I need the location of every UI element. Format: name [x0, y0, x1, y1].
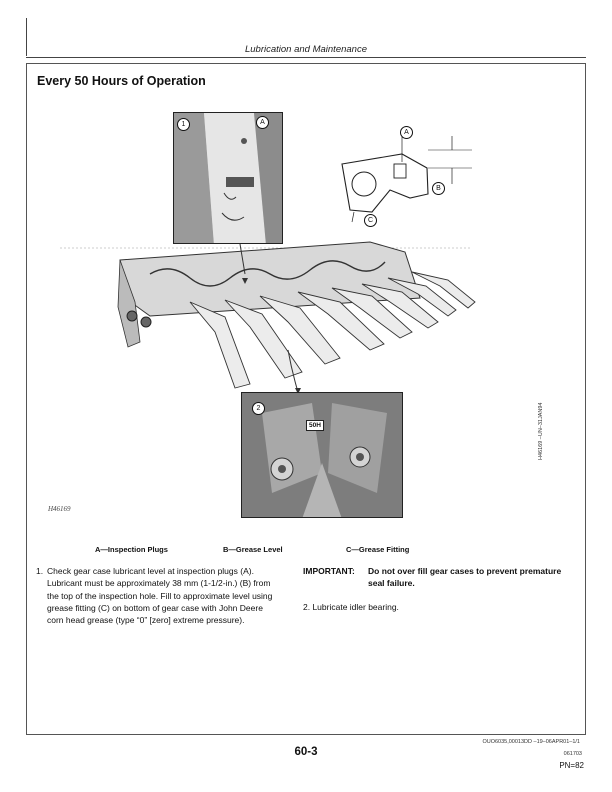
step-1-number: 1.	[36, 566, 44, 576]
inset-photo-2-drawing	[242, 393, 403, 518]
callout-a: A	[400, 126, 413, 139]
step-1-text: Check gear case lubricant level at inspection plugs (A). Lubricant must be approximately 38 mm (1-1/2-in.) (B) from the top of the inspection hole. Fill to approximate level using grease fitting (C) on bottom of gear case with John Deere corn head grease (type “0” [zero] extreme pressure).	[47, 566, 273, 626]
callout-2: 2	[252, 402, 265, 415]
callout-c: C	[364, 214, 377, 227]
callout-b: B	[432, 182, 445, 195]
footer-reference: OUO6035,00013DD –19–06APR01–1/1	[482, 739, 580, 745]
header-rule	[26, 57, 586, 58]
section-title: Every 50 Hours of Operation	[37, 74, 206, 88]
important-label: IMPORTANT:	[303, 566, 355, 576]
important-note	[303, 565, 573, 590]
step-2: 2. Lubricate idler bearing.	[303, 602, 399, 612]
corn-head-illustration	[40, 102, 540, 534]
inset-photo-gear-cases	[241, 392, 403, 518]
step-1	[36, 565, 281, 626]
callout-a-inset: A	[256, 116, 269, 129]
page-header-title: Lubrication and Maintenance	[244, 44, 367, 55]
figure-code: H46169	[48, 505, 71, 513]
footer-date-code: 061703	[563, 751, 582, 757]
figure-side-id: H46169 –UN–31JAN94	[538, 402, 544, 460]
legend-c: C—Grease Fitting	[346, 545, 410, 554]
important-text: Do not over fill gear cases to prevent premature seal failure.	[368, 566, 562, 589]
inset-photo-1-drawing	[174, 113, 283, 244]
legend-a: A—Inspection Plugs	[95, 545, 168, 554]
callout-1: 1	[177, 118, 190, 131]
inset-photo-inspection-plug	[173, 112, 283, 244]
page-number: 60-3	[294, 746, 318, 758]
footer-pn: PN=82	[559, 761, 584, 770]
tag-50h: 50H	[306, 420, 324, 431]
legend-b: B—Grease Level	[223, 545, 283, 554]
